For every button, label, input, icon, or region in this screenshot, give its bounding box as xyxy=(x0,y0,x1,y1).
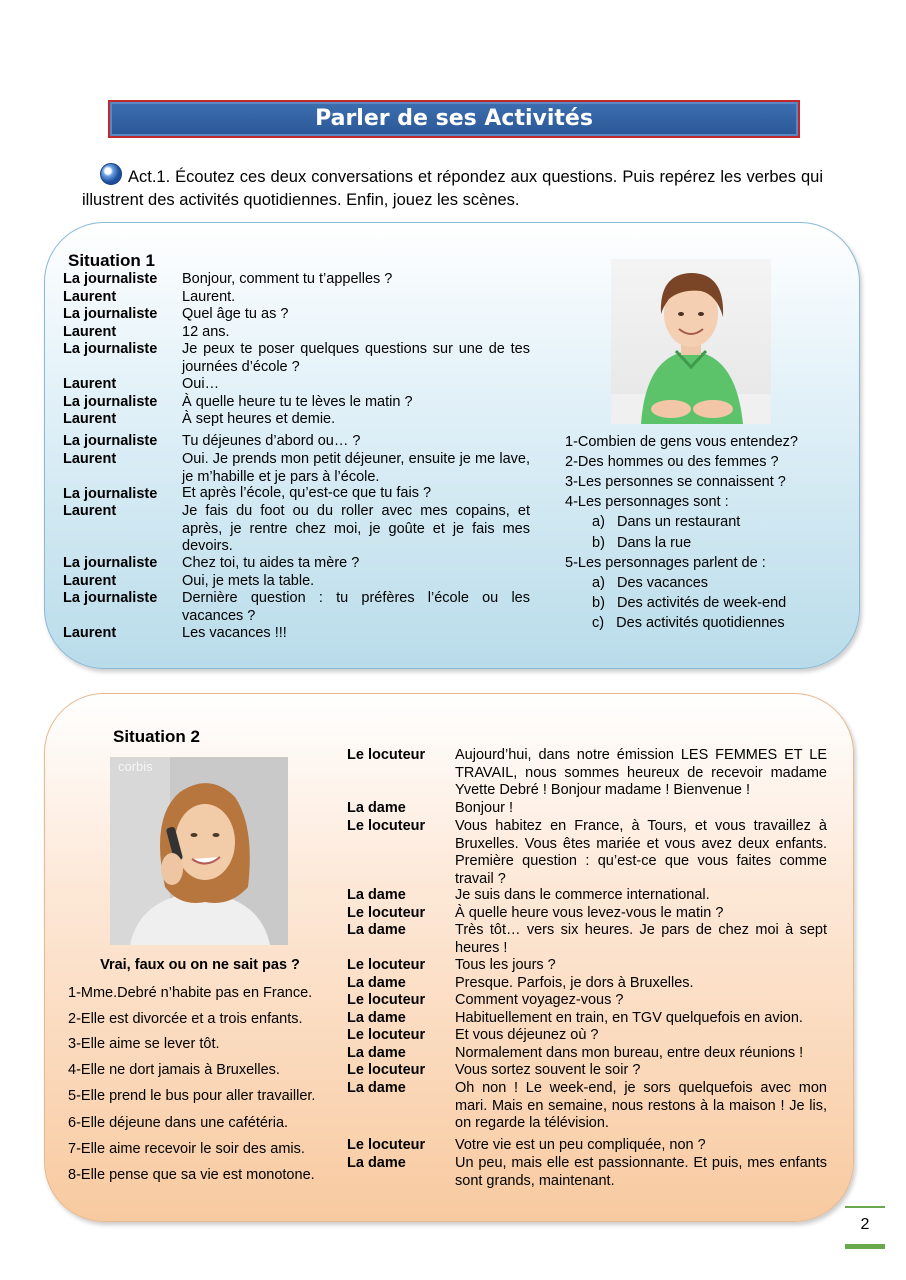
dialogue-text: À quelle heure tu te lèves le matin ? xyxy=(182,394,413,410)
dialogue-text: Et vous déjeunez où ? xyxy=(455,1027,599,1043)
dialogue-text: Bonjour ! xyxy=(455,800,514,816)
dialogue-text: Tu déjeunes d’abord ou… ? xyxy=(182,433,361,449)
speaker-label: Laurent xyxy=(63,411,117,427)
dialogue-text: Je fais du foot ou du roller avec mes copains, et après, je rentre chez moi, je goûte et je fais mes devoirs. xyxy=(182,503,530,554)
speaker-label: Le locuteur xyxy=(347,1062,426,1078)
dialogue-text: Normalement dans mon bureau, entre deux réunions ! xyxy=(455,1045,804,1061)
question-option: b) Des activités de week-end xyxy=(592,595,787,611)
situation-2-dialogue xyxy=(347,747,827,1197)
question-item: 1-Combien de gens vous entendez? xyxy=(565,434,798,450)
statement-item: 7-Elle aime recevoir le soir des amis. xyxy=(68,1141,305,1157)
speaker-label: La journaliste xyxy=(63,433,158,449)
situation-2-title: Situation 2 xyxy=(113,727,200,746)
dialogue-text: À sept heures et demie. xyxy=(182,411,336,427)
question-item: 4-Les personnages sont : xyxy=(565,494,729,510)
dialogue-text: Bonjour, comment tu t’appelles ? xyxy=(182,271,393,287)
speaker-label: Le locuteur xyxy=(347,1137,426,1153)
speaker-label: Le locuteur xyxy=(347,992,426,1008)
dialogue-text: Les vacances !!! xyxy=(182,625,287,641)
statement-item: 8-Elle pense que sa vie est monotone. xyxy=(68,1167,315,1183)
question-item: 5-Les personnages parlent de : xyxy=(565,555,766,571)
dialogue-text: Aujourd’hui, dans notre émission LES FEMMES ET LE TRAVAIL, nous sommes heureux de recevoir madame Yvette Debré ! Bonjour madame ! Bienvenue ! xyxy=(455,747,827,798)
speaker-label: Laurent xyxy=(63,503,117,519)
dialogue-text: Tous les jours ? xyxy=(455,957,556,973)
statement-item: 4-Elle ne dort jamais à Bruxelles. xyxy=(68,1062,280,1078)
dialogue-text: Votre vie est un peu compliquée, non ? xyxy=(455,1137,706,1153)
dialogue-text: Vous habitez en France, à Tours, et vous travaillez à Bruxelles. Vous êtes mariée et vous avez deux enfants. Première question : qu’est-ce que vous faites comme travail ? xyxy=(455,818,827,887)
dialogue-text: Chez toi, tu aides ta mère ? xyxy=(182,555,360,571)
question-option: c) Des activités quotidiennes xyxy=(592,615,785,631)
dialogue-text: Oui… xyxy=(182,376,220,392)
statement-item: 2-Elle est divorcée et a trois enfants. xyxy=(68,1011,303,1027)
speaker-label: La journaliste xyxy=(63,590,158,606)
speaker-label: La dame xyxy=(347,922,406,938)
speaker-label: Laurent xyxy=(63,451,117,467)
dialogue-text: 12 ans. xyxy=(182,324,230,340)
woman-illustration xyxy=(110,757,288,945)
instructions-text: Act.1. Écoutez ces deux conversations et répondez aux questions. Puis repérez les verbes qui illustrent des activités quotidiennes. Enfin, jouez les scènes. xyxy=(82,168,823,209)
speaker-label: Laurent xyxy=(63,376,117,392)
audio-icon[interactable] xyxy=(100,163,122,185)
page-title: Parler de ses Activités xyxy=(108,100,800,138)
dialogue-text: Je suis dans le commerce international. xyxy=(455,887,710,903)
speaker-label: Laurent xyxy=(63,324,117,340)
speaker-label: La journaliste xyxy=(63,306,158,322)
speaker-label: Le locuteur xyxy=(347,1027,426,1043)
speaker-label: Le locuteur xyxy=(347,957,426,973)
dialogue-text: Oh non ! Le week-end, je sors quelquefois avec mon mari. Mais en semaine, nous restons à la maison ! Je lis, on regarde la télévision. xyxy=(455,1080,827,1131)
speaker-label: La journaliste xyxy=(63,555,158,571)
boy-illustration xyxy=(611,259,771,424)
statement-item: 6-Elle déjeune dans une cafétéria. xyxy=(68,1115,289,1131)
speaker-label: Laurent xyxy=(63,573,117,589)
dialogue-text: Très tôt… vers six heures. Je pars de chez moi à sept heures ! xyxy=(455,922,827,956)
question-option: a) Dans un restaurant xyxy=(592,514,741,530)
speaker-label: La dame xyxy=(347,1045,406,1061)
speaker-label: La dame xyxy=(347,975,406,991)
dialogue-text: Laurent. xyxy=(182,289,236,305)
speaker-label: La journaliste xyxy=(63,486,158,502)
dialogue-text: Oui, je mets la table. xyxy=(182,573,315,589)
woman-photo xyxy=(110,757,288,945)
speaker-label: La journaliste xyxy=(63,341,158,357)
speaker-label: La dame xyxy=(347,800,406,816)
speaker-label: La journaliste xyxy=(63,271,158,287)
boy-photo xyxy=(611,259,771,424)
speaker-label: La journaliste xyxy=(63,394,158,410)
statement-item: 3-Elle aime se lever tôt. xyxy=(68,1036,220,1052)
speaker-label: La dame xyxy=(347,1155,406,1171)
speaker-label: Le locuteur xyxy=(347,905,426,921)
dialogue-text: Et après l’école, qu’est-ce que tu fais ? xyxy=(182,485,432,501)
statement-item: 1-Mme.Debré n’habite pas en France. xyxy=(68,985,313,1001)
speaker-label: Laurent xyxy=(63,289,117,305)
dialogue-text: Habituellement en train, en TGV quelquefois en avion. xyxy=(455,1010,803,1026)
page-number: 2 xyxy=(845,1206,885,1249)
dialogue-text: Un peu, mais elle est passionnante. Et puis, mes enfants sont grands, maintenant. xyxy=(455,1155,827,1189)
dialogue-text: À quelle heure vous levez-vous le matin ? xyxy=(455,905,724,921)
dialogue-text: Vous sortez souvent le soir ? xyxy=(455,1062,641,1078)
speaker-label: La dame xyxy=(347,887,406,903)
question-option: a) Des vacances xyxy=(592,575,709,591)
dialogue-text: Oui. Je prends mon petit déjeuner, ensuite je me lave, je m’habille et je pars à l’école. xyxy=(182,451,530,485)
true-false-title: Vrai, faux ou on ne sait pas ? xyxy=(100,957,300,973)
speaker-label: Laurent xyxy=(63,625,117,641)
speaker-label: Le locuteur xyxy=(347,747,426,763)
statement-item: 5-Elle prend le bus pour aller travailler. xyxy=(68,1088,316,1104)
activity-instructions xyxy=(82,163,823,212)
dialogue-text: Quel âge tu as ? xyxy=(182,306,289,322)
dialogue-text: Je peux te poser quelques questions sur une de tes journées d’école ? xyxy=(182,341,530,375)
question-item: 2-Des hommes ou des femmes ? xyxy=(565,454,779,470)
dialogue-text: Presque. Parfois, je dors à Bruxelles. xyxy=(455,975,694,991)
speaker-label: La dame xyxy=(347,1010,406,1026)
speaker-label: Le locuteur xyxy=(347,818,426,834)
dialogue-text: Comment voyagez-vous ? xyxy=(455,992,624,1008)
dialogue-text: Dernière question : tu préfères l’école ou les vacances ? xyxy=(182,590,530,624)
situation-1-dialogue xyxy=(63,271,533,651)
watermark-label: corbis xyxy=(118,759,153,774)
question-option: b) Dans la rue xyxy=(592,535,692,551)
situation-1-title: Situation 1 xyxy=(68,251,155,270)
speaker-label: La dame xyxy=(347,1080,406,1096)
question-item: 3-Les personnes se connaissent ? xyxy=(565,474,786,490)
